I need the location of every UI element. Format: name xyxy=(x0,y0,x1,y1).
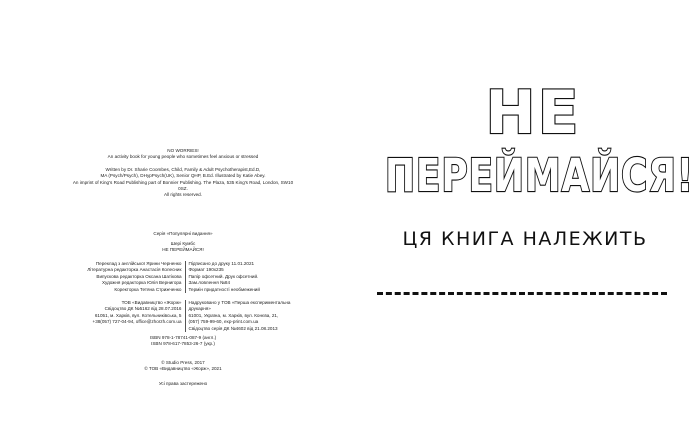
credit-line: Коректорка Тетяна Стрижченко xyxy=(114,286,182,292)
printer-line: Свідоцтво серія ДК №4602 від 21.08.2013 xyxy=(188,325,278,331)
printer-column xyxy=(186,300,299,332)
printer-line: (057) 759-99-60, exp-print.com.ua xyxy=(188,319,259,325)
print-line: Папір офсетний. Друк офсетний. xyxy=(188,273,259,279)
title-page xyxy=(350,0,700,432)
original-edition-info xyxy=(70,148,296,199)
original-imprint-line: An imprint of King's Road Publishing part of Bonnier Publishing. The Plaza, 535 King's Road, London, SW10 0SZ. xyxy=(72,179,294,192)
author-name: Шері Кумбс xyxy=(170,241,196,246)
publisher-line: Свідоцтво ДК №5162 від 28.07.2016 xyxy=(104,306,182,312)
print-line: Зам.ловлення №84 xyxy=(188,280,230,286)
publisher-line: 61051, м. Харків, вул. Котельникiвська, 5 xyxy=(94,312,182,318)
credits-block xyxy=(72,261,298,293)
copyright-block xyxy=(70,360,296,373)
original-author-line: Written by Dr. Sharie Coombes, Child, Family & Adult Psychotherapist,Ed.D, xyxy=(105,166,261,172)
publisher-column xyxy=(72,300,186,332)
printer-line: Надруковано у ТОВ «Перша експериментальна друкарня» xyxy=(188,300,291,312)
original-subtitle: An activity book for young people who sometimes feel anxious or stressed xyxy=(107,154,259,160)
rights-reserved: Усі права застережено xyxy=(158,381,208,386)
credit-line: Переклад з англійської Ярини Черненко xyxy=(95,261,182,266)
original-title: NO WORRIES! xyxy=(167,148,199,153)
credits-print-column xyxy=(186,261,299,293)
print-line: Формат 190х235 xyxy=(188,267,224,273)
copyright-line: © Studio Press, 2017 xyxy=(161,360,205,365)
credits-staff-column xyxy=(72,261,186,293)
book-title-small: НЕ ПЕРЕЙМАЙСЯ! xyxy=(162,247,204,253)
publisher-block xyxy=(72,300,298,332)
publisher-line: +38(057) 727-04-94, office@zhorzh.com.ua xyxy=(92,319,182,325)
title-line-1: НЕ xyxy=(485,78,581,148)
credit-line: Художня редакторка Юлія Вернигора xyxy=(102,280,182,286)
copyright-line: © ТОВ «Видавництво «Жорж», 2021 xyxy=(144,366,222,372)
print-line: Підписано до друку 11.01.2021 xyxy=(188,261,255,266)
credit-line: Випускова редакторка Оксана Шатікова xyxy=(96,273,182,279)
publisher-line: ТОВ «Видавництво «Жорж» xyxy=(121,300,182,305)
printer-line: 61001, Україна, м. Харків, вул. Конєва, 21, xyxy=(188,312,279,318)
print-line: Термін придатності необмежений xyxy=(188,286,260,292)
original-rights-line: All rights reserved. xyxy=(163,192,203,198)
belongs-to-label: ЦЯ КНИГА НАЛЕЖИТЬ xyxy=(402,228,648,250)
series-line: Серія «Популярні видання» xyxy=(153,231,213,236)
title-line-2: ПЕРЕЙМАЙСЯ! xyxy=(385,149,694,202)
original-author-line: MA (Psych/Psych), DHypPsych(UK), Senior QHP, B.Ed. Illustrated by Katie Abey. xyxy=(100,173,266,179)
credit-line: Літературна редакторка Анастасія Колесник xyxy=(87,267,182,273)
author-block xyxy=(70,241,296,254)
isbn-line: ISBN 978-1-78741-087-9 (англ.) xyxy=(149,335,217,340)
owner-name-line[interactable] xyxy=(377,292,667,295)
isbn-block xyxy=(70,335,296,348)
isbn-line: ISBN 978-617-7853-26-7 (укр.) xyxy=(151,341,215,347)
